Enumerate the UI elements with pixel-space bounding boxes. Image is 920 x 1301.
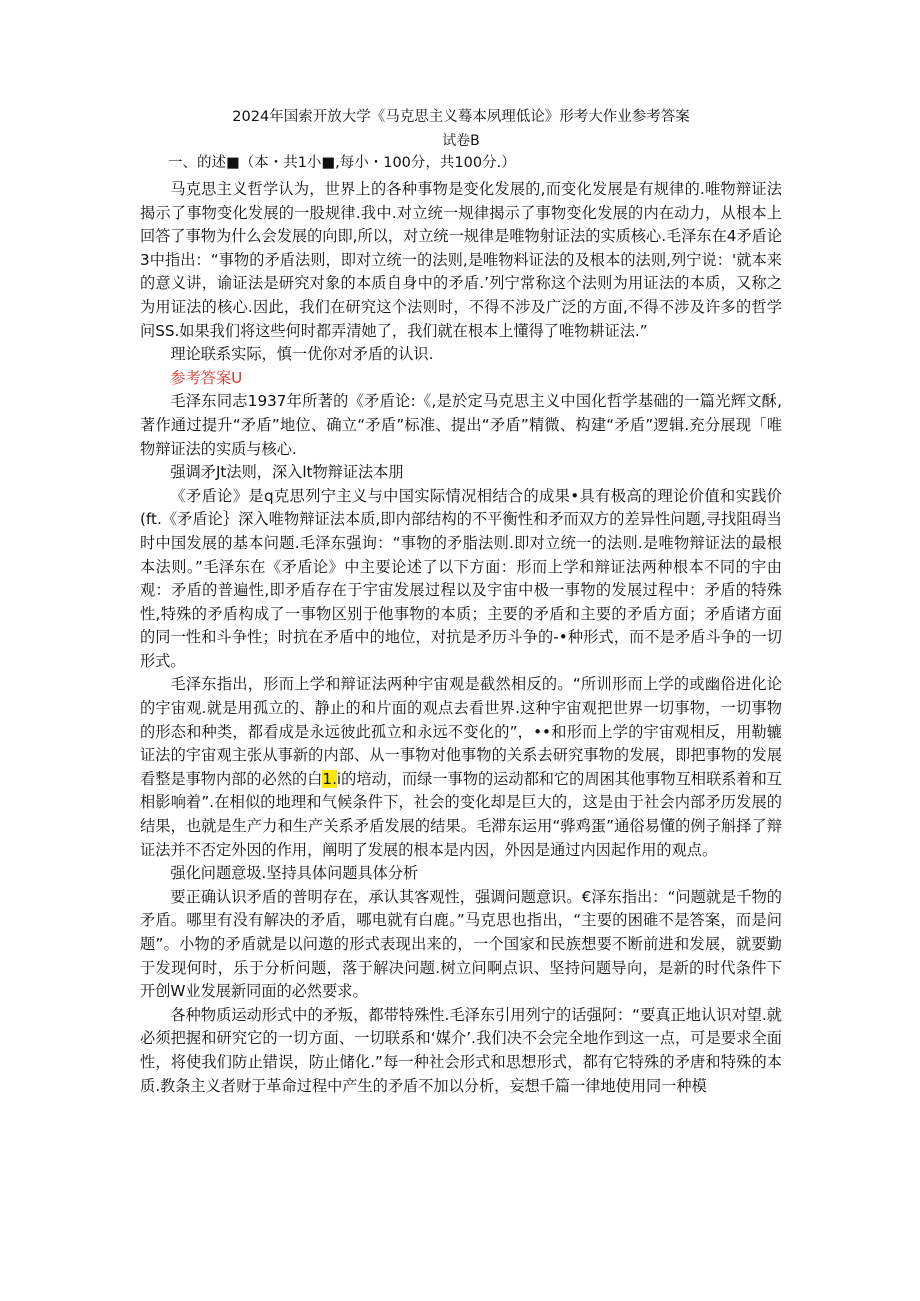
question-paragraph: 马克思主义哲学认为，世界上的各种事物是变化发展的,而变化发展是有规律的.唯物辩证法揭示了事物变化发展的一股规律.我中.对立统一规律揭示了事物变化发展的内在动力，从根本上回答了事物为什么会发展的向即,所以，对立统一规律是唯物射证法的实质核心.毛泽东在4矛盾论3中指出：“事物的矛盾法则，即对立统一的法则,是唯物料证法的及根本的法则,列宁说：'就本来的意义讲，谕证法是研究对象的本质自身中的矛盾.’列宁常称这个法则为用证法的本质，又称之为用证法的核心.因此，我们在研究这个法则时，不得不涉及广泛的方面,不得不涉及许多的哲学问SS.如果我们将这些何时都弄清她了，我们就在根本上懂得了唯物耕证法.” — [140, 180, 783, 340]
answer-intro-paragraph: 毛泽东同志1937年所著的《矛盾论:《,是於定马克思主义中国化哲学基础的一篇光辉文酥,著作通过提升“矛盾”地位、确立“矛盾”标准、提出“矛盾”精微、构建“矛盾”逻辑.充分展现「唯物辩证法的实质与核心. — [140, 392, 782, 458]
highlighted-text: 1. — [322, 769, 337, 788]
document-title: 2024年国索开放大学《马克思主义蓦本夙理低论》形考大作业参考答案 — [232, 109, 690, 125]
answer-label: 参考答案U — [170, 368, 243, 387]
answer-subheading-2: 强化问题意圾.坚持具体问题具体分析 — [170, 864, 419, 883]
answer-paragraph-4: 要正确认识矛盾的普明存在，承认其客观性，强调问题意识。€泽东指出：“问题就是千物的矛盾。哪里有没有解决的矛盾，哪电就有白鹿。”马克思也指出，“主要的困碓不是答案，而是问题”。小物的矛盾就是以问遨的形式表现出来的，一个国家和民族想要不断前进和发展，就要勤于发现何时，乐于分析问题，落于解决问题.树立问啊点识、坚持问题导向，是新的时代条件下开创W业发展新同面的必然要求。 — [140, 887, 782, 1001]
answer-paragraph-2: 《矛盾论》是q克思列宁主义与中国实际情况相结合的成果•具有极高的理论价值和实践价(ft.《矛盾论｝深入唯物辩证法本质,即内部结构的不平衡性和矛而双方的差异性问题,寻找阻碍当时中国发展的基本问题.毛泽东强询：“事物的矛脂法则.即对立统一的法则.是唯物辩证法的最根本法则。”毛泽东在《矛盾论》中主要论述了以下方面：形而上学和辩证法两种根本不同的宇由观：矛盾的普遍性,即矛盾存在于宇宙发展过程以及宇宙中极一事物的发展过程中：矛盾的特殊性,特殊的矛盾构成了一事物区别于他事物的本质；主要的矛盾和主要的矛盾方面；矛盾诸方面的同一性和斗争性；时抗在矛盾中的地位，对抗是矛历斗争的-•种形式，而不是矛盾斗争的一切形式。 — [140, 486, 782, 670]
answer-paragraph-5: 各种物质运动形式中的矛叛，都带特殊性.毛泽东引用列宁的话强阿：“要真正地认识对望.就必须把握和研究它的一切方面、一切联系和‘媒介’.我们决不会完全地作到这一点，可是要求全面性，将使我们防止错误，防止储化.”每一种社会形式和思想形式，都有它特殊的矛唐和特殊的本质.教条主义者财于革命过程中产生的矛盾不加以分析，妄想千篇一律地使用同一种模 — [140, 1005, 782, 1095]
document-body — [140, 108, 782, 1098]
answer-subheading-1: 强调矛Jt法则，深入lt物辩证法本朋 — [170, 463, 404, 482]
section-heading: 一、的述■（本・共1小■,每小・100分，共100分.） — [168, 155, 516, 171]
question-prompt: 理论联系实际，慎一优你对矛盾的认识. — [170, 345, 434, 364]
answer-paragraph-3 — [140, 673, 782, 862]
paragraph-3-text-before: 毛泽东指出，形而上学和辩证法两种宇宙观是截然相反的。“所训形而上学的或幽俗进化论的宇宙观.就是用孤立的、静止的和片面的观点去看世界.这种宇宙观把世界一切事物，一切事物的形态和种类，都看成是永远彼此孤立和永远不变化的”，••和形而上学的宇宙观相反，用勒辘证法的宇宙观主张从事新的内部、从一事物对他事物的关系去研究事物的发展，即把事物的发展看整是事物内部的必然的白 — [140, 675, 782, 788]
document-subtitle: 试卷B — [442, 133, 480, 149]
paragraph-3-text-after: i的培动，而绿一事物的运动都和它的周困其他事物互相联系着和互相影响着”.在相似的地理和气候条件下，社会的变化却是巨大的，这是由于社会内部矛历发展的结果，也就是生产力和生产关系矛盾发展的结果。毛滞东运用“骅鸡蛋”通俗易懂的例子斛择了辩证法并不否定外因的作用，阐明了发展的根本是内因，外因是通过内因起作用的观点。 — [140, 769, 782, 859]
